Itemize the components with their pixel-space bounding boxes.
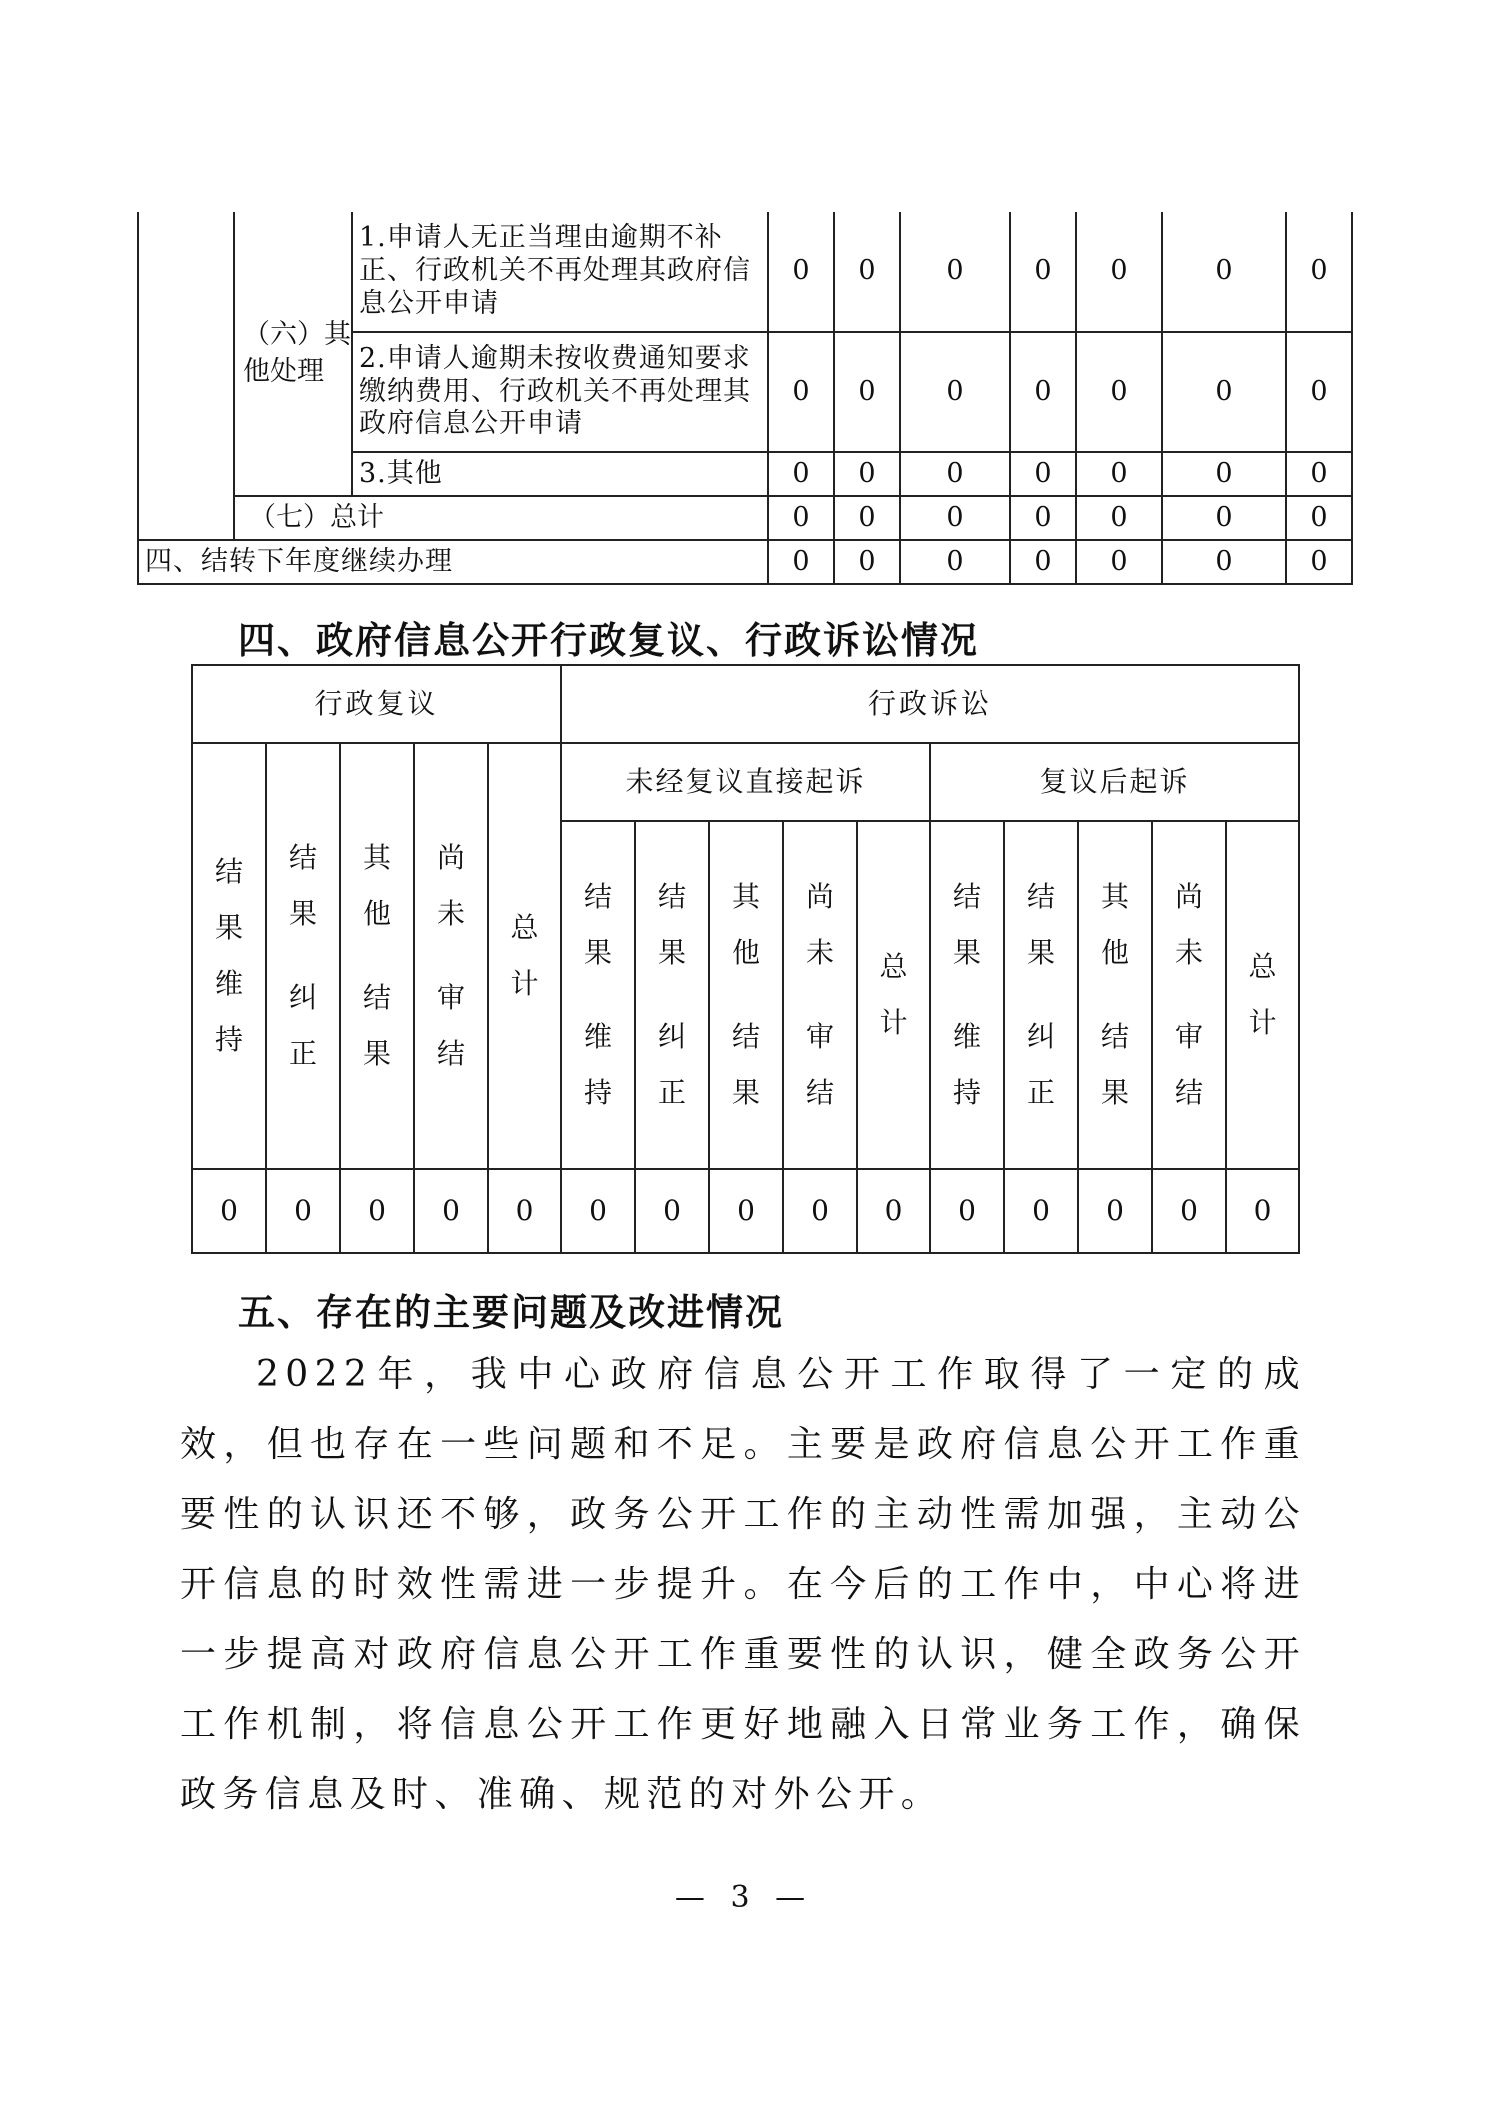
cell-value: 0 [1010, 212, 1076, 332]
header-glyph: 结 [805, 1076, 834, 1109]
header-glyph: 维 [952, 1020, 981, 1053]
direct-col-4 [783, 821, 857, 1169]
table-row [138, 212, 1352, 332]
cell-value: 0 [414, 1169, 488, 1253]
header-glyph: 审 [1174, 1020, 1203, 1053]
section5-paragraph: 2022年，我中心政府信息公开工作取得了一定的成效，但也存在一些问题和不足。主要是政府信息公开工作重要性的认识还不够，政务公开工作的主动性需加强，主动公开信息的时效性需进一步提升。在今后的工作中，中心将进一步提高对政府信息公开工作重要性的认识，健全政务公开工作机制，将信息公开工作更好地融入日常业务工作，确保政务信息及时、准确、规范的对外公开。 [180, 1354, 1306, 1815]
header-glyph: 结 [583, 880, 612, 913]
header-glyph: 计 [1248, 1006, 1277, 1039]
cell-value: 0 [192, 1169, 266, 1253]
group-label: （六）其他处理 [234, 212, 352, 496]
header-glyph: 结 [657, 880, 686, 913]
cell-value: 0 [900, 540, 1010, 584]
header-glyph: 尚 [805, 880, 834, 913]
header-glyph: 果 [1100, 1076, 1129, 1109]
header-glyph: 果 [288, 897, 317, 930]
header-glyph: 其 [731, 880, 760, 913]
cell-value: 0 [930, 1169, 1004, 1253]
header-glyph: 其 [1100, 880, 1129, 913]
header-glyph: 总 [510, 911, 539, 944]
review-col-1 [192, 743, 266, 1169]
after-col-3 [1078, 821, 1152, 1169]
header-glyph: 果 [952, 936, 981, 969]
row-desc: 2.申请人逾期未按收费通知要求缴纳费用、行政机关不再处理其政府信息公开申请 [352, 332, 768, 452]
cell-value: 0 [900, 332, 1010, 452]
cell-value: 0 [1076, 212, 1162, 332]
cell-value: 0 [768, 452, 834, 496]
header-glyph: 结 [436, 1037, 465, 1070]
cell-value: 0 [1010, 496, 1076, 540]
cell-value: 0 [834, 212, 900, 332]
cell-value: 0 [1076, 540, 1162, 584]
cell-value: 0 [1162, 540, 1286, 584]
header-glyph: 持 [583, 1076, 612, 1109]
cell-value: 0 [768, 212, 834, 332]
blank-cell [138, 212, 234, 540]
header-glyph: 未 [436, 897, 465, 930]
review-litigation-table [191, 664, 1300, 1254]
section4-heading: 四、政府信息公开行政复议、行政诉讼情况 [238, 618, 979, 662]
review-col-3 [340, 743, 414, 1169]
header-glyph: 尚 [436, 841, 465, 874]
section5-heading: 五、存在的主要问题及改进情况 [238, 1290, 784, 1334]
cell-value: 0 [635, 1169, 709, 1253]
cell-value: 0 [834, 452, 900, 496]
header-glyph: 未 [1174, 936, 1203, 969]
cell-value: 0 [1004, 1169, 1078, 1253]
litigation-header: 行政诉讼 [561, 665, 1299, 743]
header-glyph: 结 [1026, 880, 1055, 913]
cell-value: 0 [1076, 452, 1162, 496]
values-row [192, 1169, 1299, 1253]
header-glyph: 审 [805, 1020, 834, 1053]
header-glyph: 结 [288, 841, 317, 874]
after-col-4 [1152, 821, 1226, 1169]
application-handling-table [137, 212, 1353, 585]
header-glyph: 持 [214, 1023, 243, 1056]
cell-value: 0 [266, 1169, 340, 1253]
cell-value: 0 [1010, 540, 1076, 584]
header-glyph: 其 [362, 841, 391, 874]
direct-col-3 [709, 821, 783, 1169]
header-glyph: 持 [952, 1076, 981, 1109]
header-glyph: 正 [657, 1076, 686, 1109]
header-glyph: 总 [879, 950, 908, 983]
after-review-header: 复议后起诉 [930, 743, 1299, 821]
header-glyph: 维 [214, 967, 243, 1000]
row-desc: 3.其他 [352, 452, 768, 496]
row-desc: 1.申请人无正当理由逾期不补正、行政机关不再处理其政府信息公开申请 [352, 212, 768, 332]
header-glyph: 正 [288, 1037, 317, 1070]
header-glyph: 尚 [1174, 880, 1203, 913]
header-glyph: 他 [731, 936, 760, 969]
cell-value: 0 [1152, 1169, 1226, 1253]
header-glyph: 计 [510, 967, 539, 1000]
header-glyph: 纠 [657, 1020, 686, 1053]
direct-col-2 [635, 821, 709, 1169]
header-glyph: 未 [805, 936, 834, 969]
cell-value: 0 [900, 452, 1010, 496]
header-glyph: 总 [1248, 950, 1277, 983]
direct-col-5 [857, 821, 930, 1169]
cell-value: 0 [1076, 496, 1162, 540]
cell-value: 0 [900, 212, 1010, 332]
header-glyph: 果 [214, 911, 243, 944]
cell-value: 0 [857, 1169, 930, 1253]
header-glyph: 正 [1026, 1076, 1055, 1109]
table-row [138, 540, 1352, 584]
after-col-2 [1004, 821, 1078, 1169]
header-glyph: 纠 [288, 981, 317, 1014]
cell-value: 0 [561, 1169, 635, 1253]
page-number: — 3 — [674, 1880, 814, 1915]
header-glyph: 他 [362, 897, 391, 930]
header-glyph: 计 [879, 1006, 908, 1039]
after-col-1 [930, 821, 1004, 1169]
cell-value: 0 [1286, 540, 1352, 584]
cell-value: 0 [900, 496, 1010, 540]
cell-value: 0 [1162, 332, 1286, 452]
cell-value: 0 [1162, 452, 1286, 496]
review-header: 行政复议 [192, 665, 561, 743]
cell-value: 0 [1078, 1169, 1152, 1253]
header-glyph: 果 [657, 936, 686, 969]
direct-header: 未经复议直接起诉 [561, 743, 930, 821]
header-glyph: 果 [731, 1076, 760, 1109]
after-col-5 [1226, 821, 1299, 1169]
header-glyph: 他 [1100, 936, 1129, 969]
header-glyph: 结 [362, 981, 391, 1014]
cell-value: 0 [1286, 496, 1352, 540]
header-glyph: 结 [1100, 1020, 1129, 1053]
cell-value: 0 [783, 1169, 857, 1253]
review-col-2 [266, 743, 340, 1169]
cell-value: 0 [1076, 332, 1162, 452]
review-col-5 [488, 743, 561, 1169]
header-glyph: 果 [1026, 936, 1055, 969]
cell-value: 0 [834, 332, 900, 452]
cell-value: 0 [488, 1169, 561, 1253]
cell-value: 0 [1286, 332, 1352, 452]
cell-value: 0 [768, 540, 834, 584]
cell-value: 0 [1286, 452, 1352, 496]
cell-value: 0 [834, 496, 900, 540]
cell-value: 0 [768, 332, 834, 452]
cell-value: 0 [834, 540, 900, 584]
header-glyph: 结 [1174, 1076, 1203, 1109]
header-glyph: 果 [583, 936, 612, 969]
header-glyph: 纠 [1026, 1020, 1055, 1053]
cell-value: 0 [340, 1169, 414, 1253]
cell-value: 0 [1010, 332, 1076, 452]
cell-value: 0 [768, 496, 834, 540]
cell-value: 0 [1226, 1169, 1299, 1253]
header-glyph: 果 [362, 1037, 391, 1070]
header-glyph: 维 [583, 1020, 612, 1053]
header-glyph: 审 [436, 981, 465, 1014]
cell-value: 0 [1286, 212, 1352, 332]
total-label: （七）总计 [234, 496, 768, 540]
table-row [138, 496, 1352, 540]
review-col-4 [414, 743, 488, 1169]
direct-col-1 [561, 821, 635, 1169]
header-glyph: 结 [952, 880, 981, 913]
carry-label: 四、结转下年度继续办理 [138, 540, 768, 584]
cell-value: 0 [1162, 212, 1286, 332]
header-glyph: 结 [214, 855, 243, 888]
cell-value: 0 [1010, 452, 1076, 496]
cell-value: 0 [1162, 496, 1286, 540]
header-glyph: 结 [731, 1020, 760, 1053]
cell-value: 0 [709, 1169, 783, 1253]
